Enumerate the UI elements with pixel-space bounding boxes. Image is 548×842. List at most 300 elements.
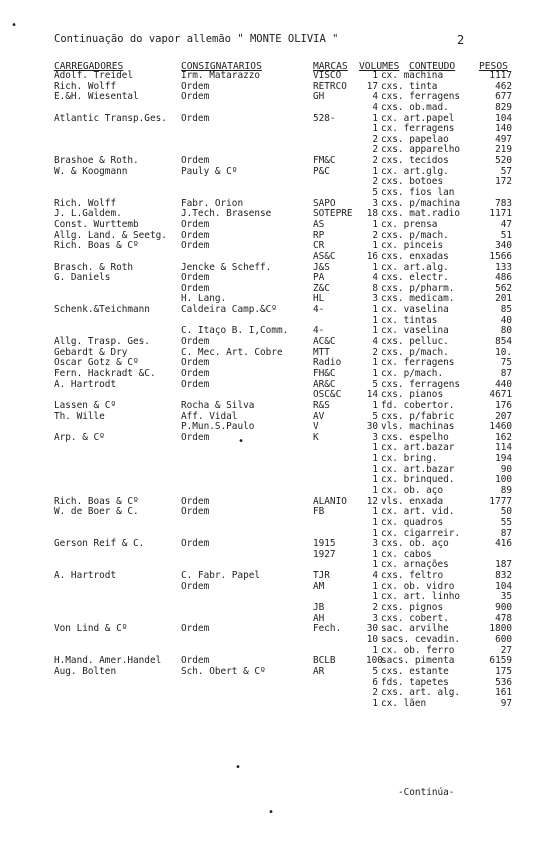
row-consignatario: Fabr. Orion — [181, 197, 244, 209]
row-peso: 201 — [495, 293, 512, 305]
row-carregador: Rich. Wolff — [54, 197, 117, 209]
row-marca: Fech. — [313, 623, 342, 635]
row-volumes: 4 — [372, 570, 378, 582]
row-marca: SOTEPRE — [313, 208, 353, 220]
row-conteudo: sac. arvilhe — [381, 623, 449, 635]
row-consignatario: Ordem — [181, 80, 210, 92]
column-header-conteudo: CONTEUDO — [409, 61, 456, 72]
row-marca: FH&C — [313, 367, 336, 379]
row-peso: 35 — [500, 591, 512, 603]
row-volumes: 1 — [372, 367, 378, 379]
table-row — [0, 507, 548, 518]
row-conteudo: cx. ob. ferro — [381, 644, 455, 656]
row-carregador: Const. Wurttemb — [54, 218, 139, 230]
row-carregador: Atlantic Transp.Ges. — [54, 112, 167, 124]
row-carregador: Von Lind & Cº — [54, 623, 128, 635]
row-marca: AC&C — [313, 336, 336, 348]
row-marca: K — [313, 431, 319, 443]
row-carregador: Rich. Boas & Cº — [54, 240, 139, 252]
row-peso: 1117 — [489, 70, 512, 81]
table-row — [0, 443, 548, 454]
row-volumes: 12 — [366, 495, 378, 507]
row-conteudo: cxs. estante — [381, 665, 449, 677]
table-row — [0, 380, 548, 391]
row-carregador: J. L.Galdem. — [54, 208, 122, 220]
row-peso: 176 — [495, 399, 512, 411]
row-conteudo: cxs. ob.mad. — [381, 101, 449, 113]
row-conteudo: cxs. enxadas — [381, 250, 449, 262]
row-volumes: 16 — [366, 250, 378, 262]
row-conteudo: cx. brinqued. — [381, 474, 455, 486]
row-volumes: 3 — [372, 293, 378, 305]
row-peso: 80 — [500, 325, 512, 337]
row-consignatario: C. Itaço B. I,Comm. — [181, 325, 289, 337]
row-peso: 562 — [495, 282, 512, 294]
row-volumes: 1 — [372, 325, 378, 337]
row-volumes: 17 — [366, 80, 378, 92]
row-conteudo: cx. ferragens — [381, 123, 455, 135]
row-volumes: 1 — [372, 506, 378, 518]
row-conteudo: cx. quadros — [381, 516, 444, 528]
row-volumes: 1 — [372, 218, 378, 230]
row-marca: AV — [313, 410, 325, 422]
row-peso: 219 — [495, 144, 512, 156]
table-row — [0, 550, 548, 561]
row-peso: 172 — [495, 176, 512, 188]
row-consignatario: Ordem — [181, 431, 210, 443]
row-conteudo: cx. arnações — [381, 559, 449, 571]
row-marca: PA — [313, 272, 325, 284]
row-conteudo: cxs. ferragens — [381, 378, 461, 390]
row-consignatario: Ordem — [181, 367, 210, 379]
row-peso: 187 — [495, 559, 512, 571]
table-row — [0, 699, 548, 710]
row-peso: 140 — [495, 123, 512, 135]
row-consignatario: H. Lang. — [181, 293, 227, 305]
row-peso: 1566 — [489, 250, 512, 262]
table-row — [0, 603, 548, 614]
row-consignatario: Ordem — [181, 229, 210, 241]
row-carregador: Rich. Wolff — [54, 80, 117, 92]
row-conteudo: vls. enxada — [381, 495, 444, 507]
row-consignatario: Irm. Matarazzo — [181, 70, 261, 81]
row-conteudo: cx. art. linho — [381, 591, 461, 603]
row-peso: 161 — [495, 687, 512, 699]
table-row — [0, 241, 548, 252]
table-row — [0, 177, 548, 188]
row-marca: 4- — [313, 304, 325, 316]
hole-punch-mark: • — [11, 20, 18, 31]
row-marca: 528- — [313, 112, 336, 124]
row-carregador: G. Daniels — [54, 272, 111, 284]
row-peso: 600 — [495, 633, 512, 645]
row-peso: 194 — [495, 453, 512, 465]
row-volumes: 1 — [372, 559, 378, 571]
row-volumes: 2 — [372, 346, 378, 358]
row-conteudo: cx. ob. vidro — [381, 580, 455, 592]
continua-footer: -Continúa- — [398, 787, 455, 798]
row-conteudo: cxs. pianos — [381, 389, 444, 401]
row-peso: 6159 — [489, 655, 512, 667]
row-carregador: Gebardt & Dry — [54, 346, 128, 358]
row-peso: 832 — [495, 570, 512, 582]
row-consignatario: Ordem — [181, 506, 210, 518]
row-peso: 340 — [495, 240, 512, 252]
row-carregador: Schenk.&Teichmann — [54, 304, 150, 316]
row-peso: 104 — [495, 580, 512, 592]
row-volumes: 14 — [366, 389, 378, 401]
row-marca: JB — [313, 602, 325, 614]
row-consignatario: P.Mun.S.Paulo — [181, 421, 255, 433]
row-peso: 440 — [495, 378, 512, 390]
row-consignatario: Rocha & Silva — [181, 399, 255, 411]
row-carregador: A. Hartrodt — [54, 378, 117, 390]
row-peso: 462 — [495, 80, 512, 92]
row-peso: 87 — [500, 527, 512, 539]
row-conteudo: cx. tintas — [381, 314, 438, 326]
row-marca: HL — [313, 293, 325, 305]
row-peso: 416 — [495, 538, 512, 550]
table-row — [0, 412, 548, 423]
row-consignatario: Sch. Obert & Cº — [181, 665, 266, 677]
row-peso: 207 — [495, 410, 512, 422]
row-carregador: Rich. Boas & Cº — [54, 495, 139, 507]
row-consignatario: Ordem — [181, 336, 210, 348]
row-volumes: 2 — [372, 229, 378, 241]
row-carregador: Aug. Bolten — [54, 665, 117, 677]
row-conteudo: cx. bring. — [381, 453, 438, 465]
row-conteudo: cxs. ferragens — [381, 91, 461, 103]
row-volumes: 3 — [372, 197, 378, 209]
table-row — [0, 667, 548, 678]
row-volumes: 1 — [372, 453, 378, 465]
row-peso: 100 — [495, 474, 512, 486]
row-volumes: 5 — [372, 187, 378, 199]
row-volumes: 4 — [372, 101, 378, 113]
row-peso: 87 — [500, 367, 512, 379]
row-volumes: 2 — [372, 144, 378, 156]
row-marca: TJR — [313, 570, 330, 582]
row-marca: Z&C — [313, 282, 330, 294]
table-row — [0, 167, 548, 178]
row-carregador: W. de Boer & C. — [54, 506, 139, 518]
row-conteudo: sacs. pimenta — [381, 655, 455, 667]
table-row — [0, 539, 548, 550]
row-conteudo: cx. ferragens — [381, 357, 455, 369]
row-marca: AS — [313, 218, 325, 230]
stray-mark: • — [268, 807, 275, 818]
table-row — [0, 92, 548, 103]
row-carregador: Adolf. Treidel — [54, 70, 134, 81]
row-consignatario: Ordem — [181, 495, 210, 507]
table-row — [0, 114, 548, 125]
table-row — [0, 305, 548, 316]
row-conteudo: cx. art. vid. — [381, 506, 455, 518]
row-marca: AH — [313, 612, 325, 624]
row-peso: 90 — [500, 463, 512, 475]
row-conteudo: cxs. art. alg. — [381, 687, 461, 699]
row-peso: 4671 — [489, 389, 512, 401]
row-peso: 162 — [495, 431, 512, 443]
row-consignatario: Ordem — [181, 655, 210, 667]
row-peso: 1777 — [489, 495, 512, 507]
row-peso: 133 — [495, 261, 512, 273]
row-volumes: 1 — [372, 399, 378, 411]
row-conteudo: sacs. cevadin. — [381, 633, 461, 645]
row-conteudo: cxs. cobert. — [381, 612, 449, 624]
row-conteudo: cxs. p/pharm. — [381, 282, 455, 294]
row-volumes: 1 — [372, 70, 378, 81]
document-title: Continuação do vapor allemão " MONTE OLIVIA " — [54, 33, 339, 45]
row-carregador: Oscar Gotz & Cº — [54, 357, 139, 369]
row-conteudo: cx. pinceis — [381, 240, 444, 252]
row-consignatario: Jencke & Scheff. — [181, 261, 272, 273]
row-volumes: 1 — [372, 261, 378, 273]
row-consignatario: Caldeira Camp.&Cº — [181, 304, 277, 316]
row-marca: VISCO — [313, 70, 342, 81]
table-row — [0, 273, 548, 284]
row-conteudo: cx. cabos — [381, 548, 432, 560]
row-volumes: 4 — [372, 91, 378, 103]
row-volumes: 1 — [372, 697, 378, 709]
table-row — [0, 688, 548, 699]
column-header-marcas: MARCAS — [313, 61, 348, 72]
row-carregador: Allg. Trasp. Ges. — [54, 336, 150, 348]
row-conteudo: cxs. p/mach. — [381, 346, 449, 358]
row-peso: 1800 — [489, 623, 512, 635]
row-volumes: 1 — [372, 112, 378, 124]
row-conteudo: cx. vaselina — [381, 325, 449, 337]
row-carregador: H.Mand. Amer.Handel — [54, 655, 162, 667]
row-conteudo: cxs. p/mach. — [381, 229, 449, 241]
row-consignatario: Ordem — [181, 240, 210, 252]
row-volumes: 3 — [372, 612, 378, 624]
table-row — [0, 635, 548, 646]
row-carregador: Arp. & Cº — [54, 431, 105, 443]
table-row — [0, 475, 548, 486]
row-volumes: 2 — [372, 176, 378, 188]
row-volumes: 8 — [372, 282, 378, 294]
row-peso: 829 — [495, 101, 512, 113]
row-volumes: 4 — [372, 336, 378, 348]
row-volumes: 1 — [372, 484, 378, 496]
row-peso: 57 — [500, 165, 512, 177]
manifest-table — [0, 71, 548, 709]
row-volumes: 2 — [372, 687, 378, 699]
row-conteudo: cxs. feltro — [381, 570, 444, 582]
table-row — [0, 103, 548, 114]
row-volumes: 1 — [372, 474, 378, 486]
row-volumes: 1 — [372, 548, 378, 560]
row-conteudo: cxs. ob. aço — [381, 538, 449, 550]
table-row — [0, 433, 548, 444]
row-conteudo: cxs. mat.radio — [381, 208, 461, 220]
row-volumes: 2 — [372, 602, 378, 614]
row-volumes: 1 — [372, 123, 378, 135]
row-marca: RETRCO — [313, 80, 347, 92]
row-conteudo: cxs. apparelho — [381, 144, 461, 156]
table-row — [0, 592, 548, 603]
row-marca: 1915 — [313, 538, 336, 550]
table-row — [0, 582, 548, 593]
row-peso: 900 — [495, 602, 512, 614]
row-peso: 677 — [495, 91, 512, 103]
row-volumes: 1 — [372, 463, 378, 475]
row-volumes: 1 — [372, 442, 378, 454]
table-row — [0, 518, 548, 529]
row-volumes: 1 — [372, 644, 378, 656]
table-row — [0, 220, 548, 231]
row-marca: AS&C — [313, 250, 336, 262]
row-marca: V — [313, 421, 319, 433]
row-conteudo: cxs. electr. — [381, 272, 449, 284]
row-consignatario: Ordem — [181, 623, 210, 635]
row-consignatario: Aff. Vidal — [181, 410, 238, 422]
row-carregador: Th. Wille — [54, 410, 105, 422]
row-marca: GH — [313, 91, 325, 103]
row-volumes: 1 — [372, 357, 378, 369]
row-marca: AM — [313, 580, 325, 592]
column-header-consignatarios: CONSIGNATARIOS — [181, 61, 262, 72]
row-consignatario: Ordem — [181, 282, 210, 294]
row-peso: 10. — [495, 346, 512, 358]
row-peso: 520 — [495, 155, 512, 167]
row-conteudo: cxs. medicam. — [381, 293, 455, 305]
row-peso: 114 — [495, 442, 512, 454]
row-volumes: 3 — [372, 538, 378, 550]
column-header-pesos: PESOS — [479, 61, 508, 72]
row-volumes: 3 — [372, 431, 378, 443]
row-volumes: 4 — [372, 272, 378, 284]
row-consignatario: Ordem — [181, 218, 210, 230]
row-volumes: 2 — [372, 133, 378, 145]
row-volumes: 100 — [366, 655, 383, 667]
row-volumes: 1 — [372, 580, 378, 592]
row-consignatario: C. Fabr. Papel — [181, 570, 261, 582]
row-peso: 175 — [495, 665, 512, 677]
row-volumes: 5 — [372, 378, 378, 390]
row-volumes: 1 — [372, 591, 378, 603]
row-volumes: 1 — [372, 240, 378, 252]
table-row — [0, 454, 548, 465]
row-marca: R&S — [313, 399, 330, 411]
row-volumes: 1 — [372, 516, 378, 528]
row-volumes: 18 — [366, 208, 378, 220]
row-conteudo: cx. vaselina — [381, 304, 449, 316]
row-peso: 854 — [495, 336, 512, 348]
row-peso: 89 — [500, 484, 512, 496]
row-conteudo: cx. prensa — [381, 218, 438, 230]
row-conteudo: fd. cobertor. — [381, 399, 455, 411]
table-row — [0, 369, 548, 380]
row-peso: 104 — [495, 112, 512, 124]
row-conteudo: cx. art.glg. — [381, 165, 449, 177]
row-carregador: W. & Koogmann — [54, 165, 128, 177]
row-marca: 1927 — [313, 548, 336, 560]
row-volumes: 1 — [372, 165, 378, 177]
row-carregador: A. Hartrodt — [54, 570, 117, 582]
table-row — [0, 135, 548, 146]
row-conteudo: cx. ob. aço — [381, 484, 444, 496]
row-volumes: 30 — [366, 623, 378, 635]
row-conteudo: cx. machina — [381, 70, 444, 81]
row-conteudo: cx. p/mach. — [381, 367, 444, 379]
table-row — [0, 284, 548, 295]
row-consignatario: Ordem — [181, 155, 210, 167]
row-conteudo: cx. lãen — [381, 697, 427, 709]
row-consignatario: Pauly & Cº — [181, 165, 238, 177]
row-conteudo: cxs. pignos — [381, 602, 444, 614]
row-marca: MTT — [313, 346, 330, 358]
row-marca: P&C — [313, 165, 330, 177]
row-peso: 55 — [500, 516, 512, 528]
row-marca: SAPO — [313, 197, 336, 209]
row-peso: 51 — [500, 229, 512, 241]
table-row — [0, 571, 548, 582]
row-carregador: Fern. Hackradt &C. — [54, 367, 156, 379]
row-marca: BCLB — [313, 655, 336, 667]
table-row — [0, 401, 548, 412]
row-volumes: 5 — [372, 410, 378, 422]
row-volumes: 2 — [372, 155, 378, 167]
row-consignatario: Ordem — [181, 378, 210, 390]
stray-mark: • — [235, 762, 242, 773]
row-conteudo: cxs. espelho — [381, 431, 449, 443]
row-marca: FM&C — [313, 155, 336, 167]
row-marca: ALANIO — [313, 495, 347, 507]
row-conteudo: cxs. tinta — [381, 80, 438, 92]
row-carregador: Gerson Reif & C. — [54, 538, 145, 550]
row-volumes: 1 — [372, 314, 378, 326]
row-conteudo: cxs. papelao — [381, 133, 449, 145]
row-conteudo: cx. cigarreir. — [381, 527, 461, 539]
row-conteudo: cx. art.bazar — [381, 442, 455, 454]
row-conteudo: cxs. tecidos — [381, 155, 449, 167]
row-peso: 97 — [500, 697, 512, 709]
row-consignatario: Ordem — [181, 112, 210, 124]
row-peso: 1460 — [489, 421, 512, 433]
row-marca: AR — [313, 665, 325, 677]
row-consignatario: Ordem — [181, 580, 210, 592]
row-marca: FB — [313, 506, 325, 518]
row-volumes: 10 — [366, 633, 378, 645]
row-volumes: 5 — [372, 665, 378, 677]
row-conteudo: fds. tapetes — [381, 676, 449, 688]
row-conteudo: cx. art.bazar — [381, 463, 455, 475]
row-volumes: 1 — [372, 304, 378, 316]
row-peso: 478 — [495, 612, 512, 624]
table-row — [0, 624, 548, 635]
row-marca: 4- — [313, 325, 325, 337]
row-carregador: Allg. Land. & Seetg. — [54, 229, 167, 241]
row-volumes: 6 — [372, 676, 378, 688]
row-consignatario: C. Mec. Art. Cobre — [181, 346, 283, 358]
row-peso: 40 — [500, 314, 512, 326]
row-marca: J&S — [313, 261, 330, 273]
table-row — [0, 124, 548, 135]
row-consignatario: Ordem — [181, 272, 210, 284]
column-header-volumes: VOLUMES — [359, 61, 400, 72]
row-consignatario: Ordem — [181, 357, 210, 369]
page-number: 2 — [457, 33, 465, 47]
table-row — [0, 678, 548, 689]
row-peso: 536 — [495, 676, 512, 688]
row-peso: 47 — [500, 218, 512, 230]
row-carregador: Brashoe & Roth. — [54, 155, 139, 167]
table-row — [0, 465, 548, 476]
row-peso: 75 — [500, 357, 512, 369]
row-peso: 1171 — [489, 208, 512, 220]
